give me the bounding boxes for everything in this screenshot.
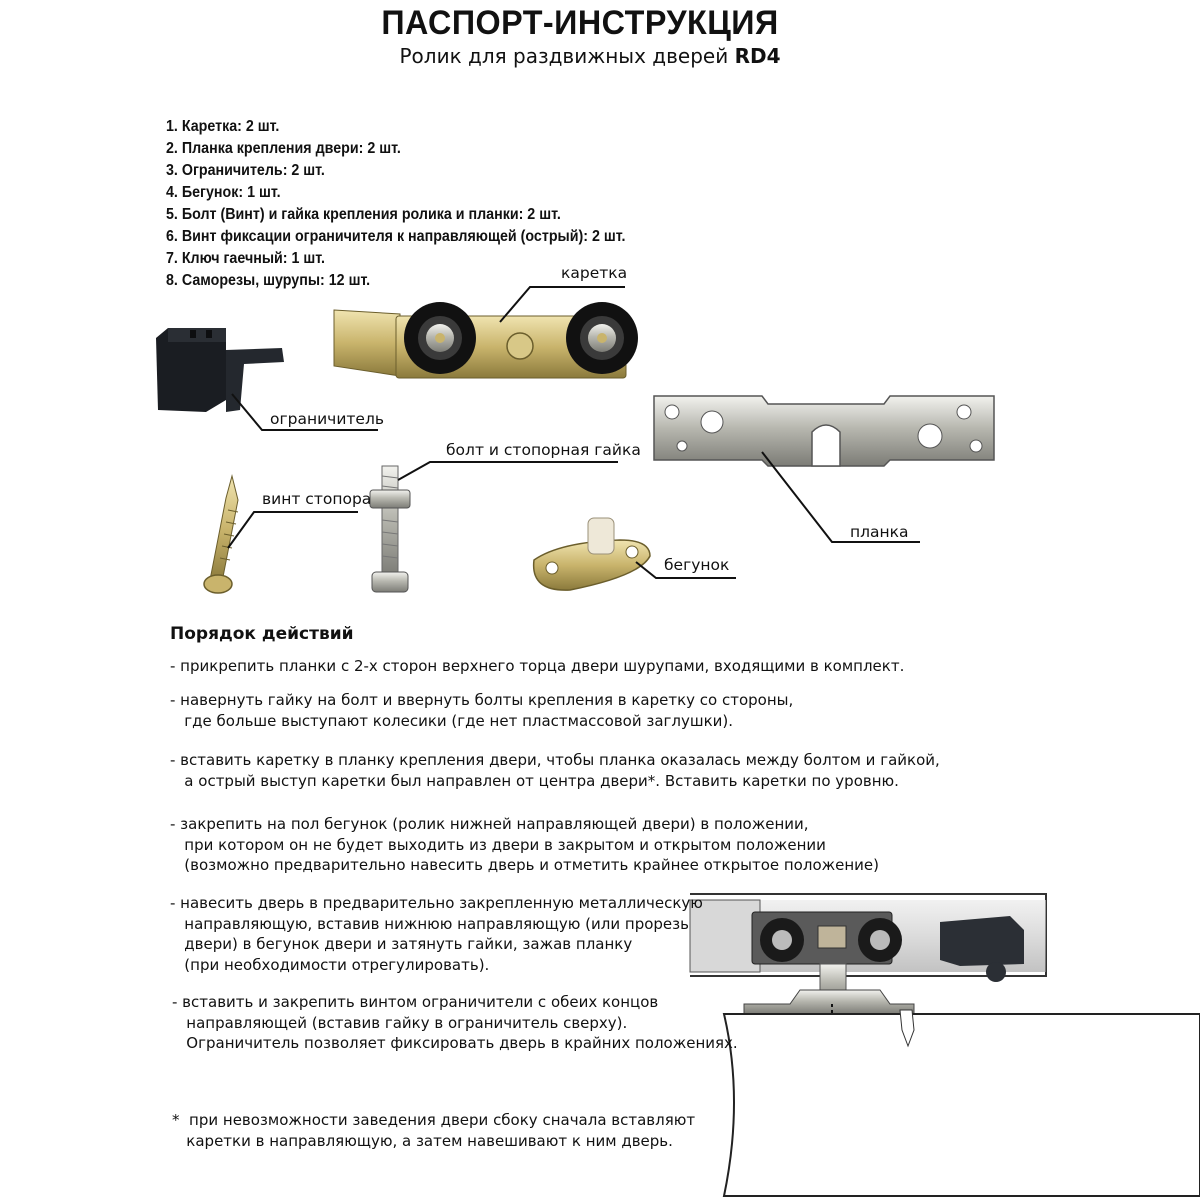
parts-list-item: 3. Ограничитель: 2 шт. — [166, 162, 325, 179]
limiter-illustration — [156, 328, 284, 412]
label-stop-screw: винт стопора — [262, 490, 372, 508]
parts-list-item: 4. Бегунок: 1 шт. — [166, 184, 281, 201]
procedure-step: - вставить каретку в планку крепления двери, чтобы планка оказалась между болтом и гайкой, а острый выступ каретки был направлен от центра двери*. Вставить каретки по уровню. — [170, 751, 940, 790]
model-name: RD4 — [734, 44, 781, 68]
parts-list-item: 5. Болт (Винт) и гайка крепления ролика и планки: 2 шт. — [166, 206, 561, 223]
procedure-step: - навернуть гайку на болт и ввернуть болты крепления в каретку со стороны, где больше выступают колесики (где нет пластмассовой заглушки). — [170, 691, 794, 730]
footnote: * при невозможности заведения двери сбоку сначала вставляют каретки в направляющую, а затем навешивают к ним дверь. — [172, 1111, 696, 1150]
runner-illustration — [534, 518, 650, 590]
label-plate: планка — [850, 523, 909, 541]
label-limiter: ограничитель — [270, 410, 385, 428]
parts-list-item: 8. Саморезы, шурупы: 12 шт. — [166, 272, 371, 289]
bolt-nut-illustration — [370, 466, 410, 592]
subtitle-text: Ролик для раздвижных дверей — [399, 44, 729, 68]
label-carriage: каретка — [561, 264, 628, 282]
label-bolt-nut: болт и стопорная гайка — [446, 441, 641, 459]
label-runner: бегунок — [664, 556, 730, 574]
procedure-step: - вставить и закрепить винтом ограничители с обеих концов направляющей (вставив гайку в ограничитель сверху). Ограничитель позволяет фиксировать дверь в крайних положениях. — [172, 993, 738, 1052]
parts-list-item: 2. Планка крепления двери: 2 шт. — [166, 140, 401, 157]
installation-diagram — [690, 894, 1200, 1196]
procedure-step: - закрепить на пол бегунок (ролик нижней направляющей двери) в положении, при котором он не будет выходить из двери в закрытом и открытом положении (возможно предварительно навесить дверь и отметить крайнее открытое положение) — [170, 815, 880, 874]
carriage-illustration — [334, 302, 638, 378]
parts-list-item: 1. Каретка: 2 шт. — [166, 118, 280, 135]
procedure-step: - прикрепить планки с 2-х сторон верхнего торца двери шурупами, входящими в комплект. — [170, 657, 905, 675]
page-title: ПАСПОРТ-ИНСТРУКЦИЯ — [381, 4, 779, 42]
stop-screw-illustration — [204, 476, 238, 593]
procedure-heading: Порядок действий — [170, 624, 354, 644]
parts-list-item: 7. Ключ гаечный: 1 шт. — [166, 250, 325, 267]
procedure-step: - навесить дверь в предварительно закрепленную металлическую направляющую, вставив нижнюю направляющую (или прорезь двери) в бегунок двери и затянуть гайки, зажав планку (при необходимости отрегулировать). — [170, 894, 703, 974]
plate-illustration — [654, 396, 994, 466]
parts-list-item: 6. Винт фиксации ограничителя к направляющей (острый): 2 шт. — [166, 228, 626, 245]
